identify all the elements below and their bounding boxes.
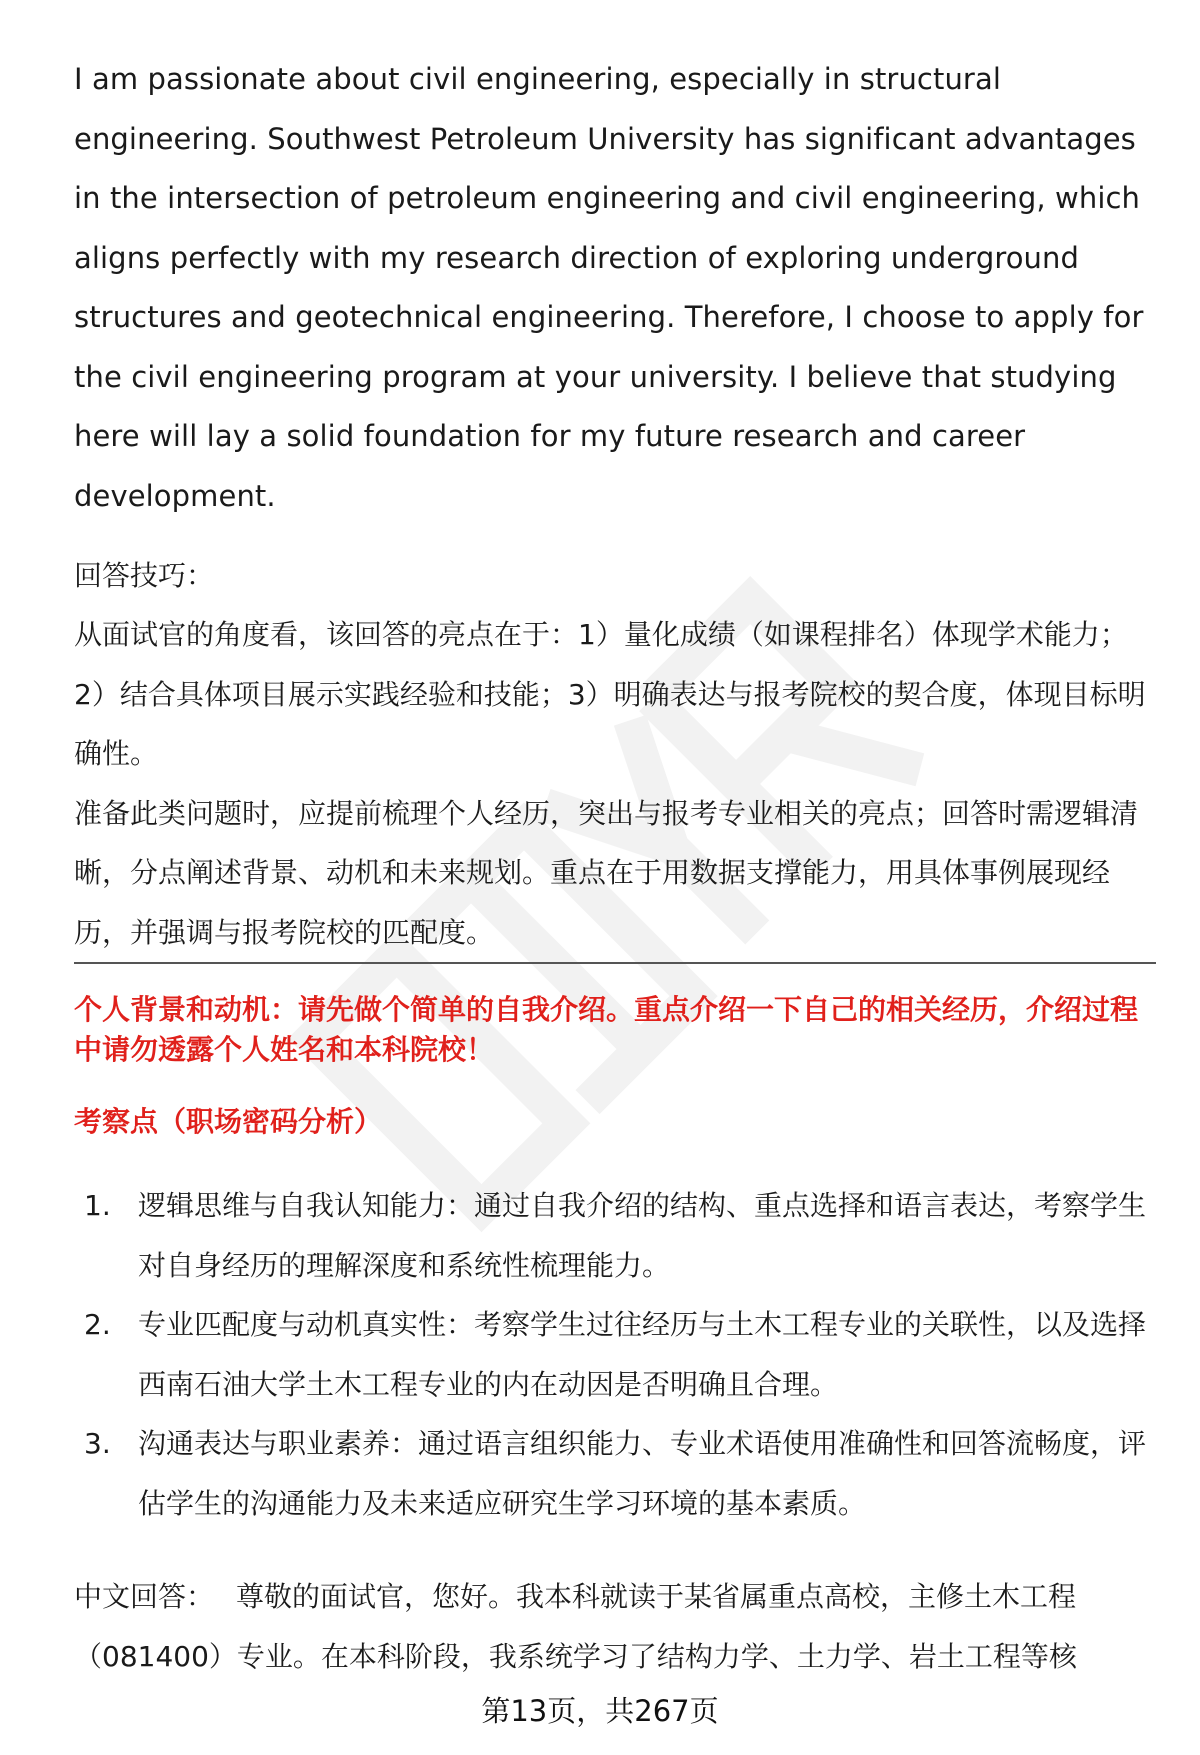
list-item-text: 沟通表达与职业素养：通过语言组织能力、专业术语使用准确性和回答流畅度，评估学生的沟通能力及未来适应研究生学习环境的基本素质。 [138,1427,1147,1520]
tips-paragraph-1: 从面试官的角度看，该回答的亮点在于：1）量化成绩（如课程排名）体现学术能力；2）结合具体项目展示实践经验和技能；3）明确表达与报考院校的契合度，体现目标明确性。 [74,618,1146,770]
question-block [74,990,1156,1533]
english-answer-paragraph: I am passionate about civil engineering, especially in structural engineering. Southwest Petroleum University has significant advantages in the intersection of petroleum engineering and civil engineering, which aligns perfectly with my research direction of exploring underground structures and geotechnical engineering. Therefore, I choose to apply for the civil engineering program at your university. I believe that studying here will lay a solid foundation for my future research and career development. [74,62,1144,513]
section-divider [74,962,1156,964]
tips-heading: 回答技巧： [74,559,215,592]
list-item-number: 1. [84,1189,111,1222]
assessment-points-list [74,1176,1156,1533]
question-title: 个人背景和动机：请先做个简单的自我介绍。重点介绍一下自己的相关经历，介绍过程中请勿透露个人姓名和本科院校！ [74,993,1139,1066]
page-number-footer: 第13页，共267页 [481,1694,719,1728]
list-item-number: 2. [84,1308,111,1341]
list-item [74,1176,1156,1295]
list-item [74,1295,1156,1414]
chinese-answer-label: 中文回答： [74,1580,215,1613]
list-item-text: 专业匹配度与动机真实性：考察学生过往经历与土木工程专业的关联性，以及选择西南石油大学土木工程专业的内在动因是否明确且合理。 [138,1308,1147,1401]
list-item [74,1414,1156,1533]
tips-paragraph-2: 准备此类问题时，应提前梳理个人经历，突出与报考专业相关的亮点；回答时需逻辑清晰，分点阐述背景、动机和未来规划。重点在于用数据支撑能力，用具体事例展现经历，并强调与报考院校的匹配度。 [74,796,1139,949]
page-content [74,50,1154,962]
assessment-points-heading: 考察点（职场密码分析） [74,1105,383,1138]
list-item-text: 逻辑思维与自我认知能力：通过自我介绍的结构、重点选择和语言表达，考察学生对自身经历的理解深度和系统性梳理能力。 [138,1189,1147,1282]
chinese-answer-text: 尊敬的面试官，您好。我本科就读于某省属重点高校，主修土木工程（081400）专业。在本科阶段，我系统学习了结构力学、土力学、岩土工程等核 [74,1580,1077,1673]
list-item-number: 3. [84,1427,111,1460]
chinese-answer [74,1567,1156,1687]
